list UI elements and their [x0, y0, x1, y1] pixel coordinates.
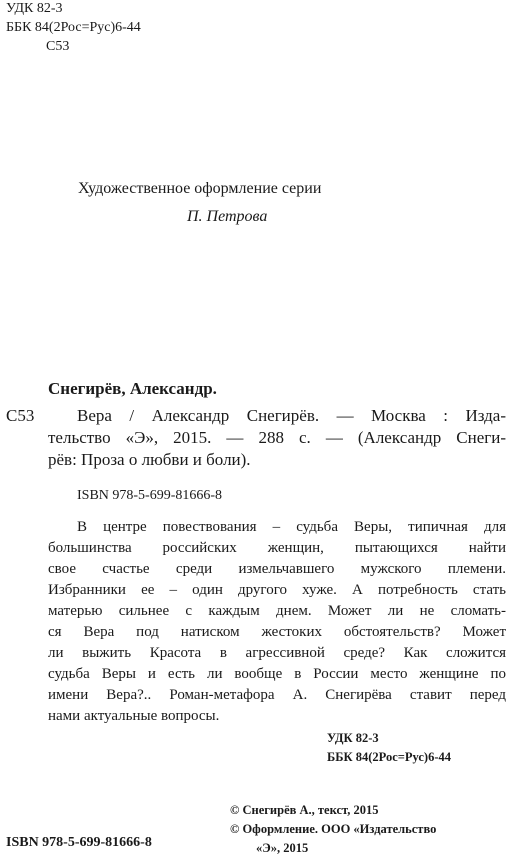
entry-line-2: тельство «Э», 2015. — 288 с. — (Александр Снеги-: [48, 428, 506, 447]
designer-name: П. Петрова: [187, 208, 268, 225]
copyright-design-year: «Э», 2015: [256, 841, 309, 855]
copyright-design: © Оформление. ООО «Издательство: [230, 822, 437, 836]
entry-line-3: рёв: Проза о любви и боли).: [48, 450, 251, 469]
entry-mark: С53: [6, 406, 35, 425]
entry-line-1: Вера / Александр Снегирёв. — Москва : Изда-: [77, 406, 506, 425]
bottom-isbn: ISBN 978-5-699-81666-8: [6, 835, 152, 850]
annotation-line: свое счастье среди измельчавшего мужского племени.: [48, 561, 506, 577]
entry-author: Снегирёв, Александр.: [48, 379, 217, 398]
annotation-line: В центре повествования – судьба Веры, типичная для: [77, 519, 506, 535]
entry-isbn: ISBN 978-5-699-81666-8: [77, 488, 223, 503]
bottom-udk: УДК 82-3: [327, 731, 379, 745]
copyright-text: © Снегирёв А., текст, 2015: [230, 803, 379, 817]
author-mark: С53: [46, 39, 70, 54]
annotation-line: ли выжить Красота в агрессивной среде? Как сложится: [48, 645, 506, 661]
annotation-line: нами актуальные вопросы.: [48, 708, 220, 724]
udk-code: УДК 82-3: [6, 1, 63, 16]
bottom-bbk: ББК 84(2Рос=Рус)6-44: [327, 750, 451, 764]
design-credit: Художественное оформление серии: [78, 180, 322, 197]
bbk-code: ББК 84(2Рос=Рус)6-44: [6, 20, 141, 35]
annotation-line: имени Вера?.. Роман-метафора А. Снегирёва ставит перед: [48, 687, 506, 703]
annotation-line: судьба Веры и есть ли вообще в России место женщине по: [48, 666, 506, 682]
annotation-line: матерью сильнее с каждым днем. Может ли не сломать-: [48, 603, 506, 619]
annotation-line: Избранники ее – один другого хуже. А потребность стать: [48, 582, 506, 598]
annotation-line: большинства российских женщин, пытающихся найти: [48, 540, 506, 556]
annotation-line: ся Вера под натиском жестоких обстоятельств? Может: [48, 624, 506, 640]
